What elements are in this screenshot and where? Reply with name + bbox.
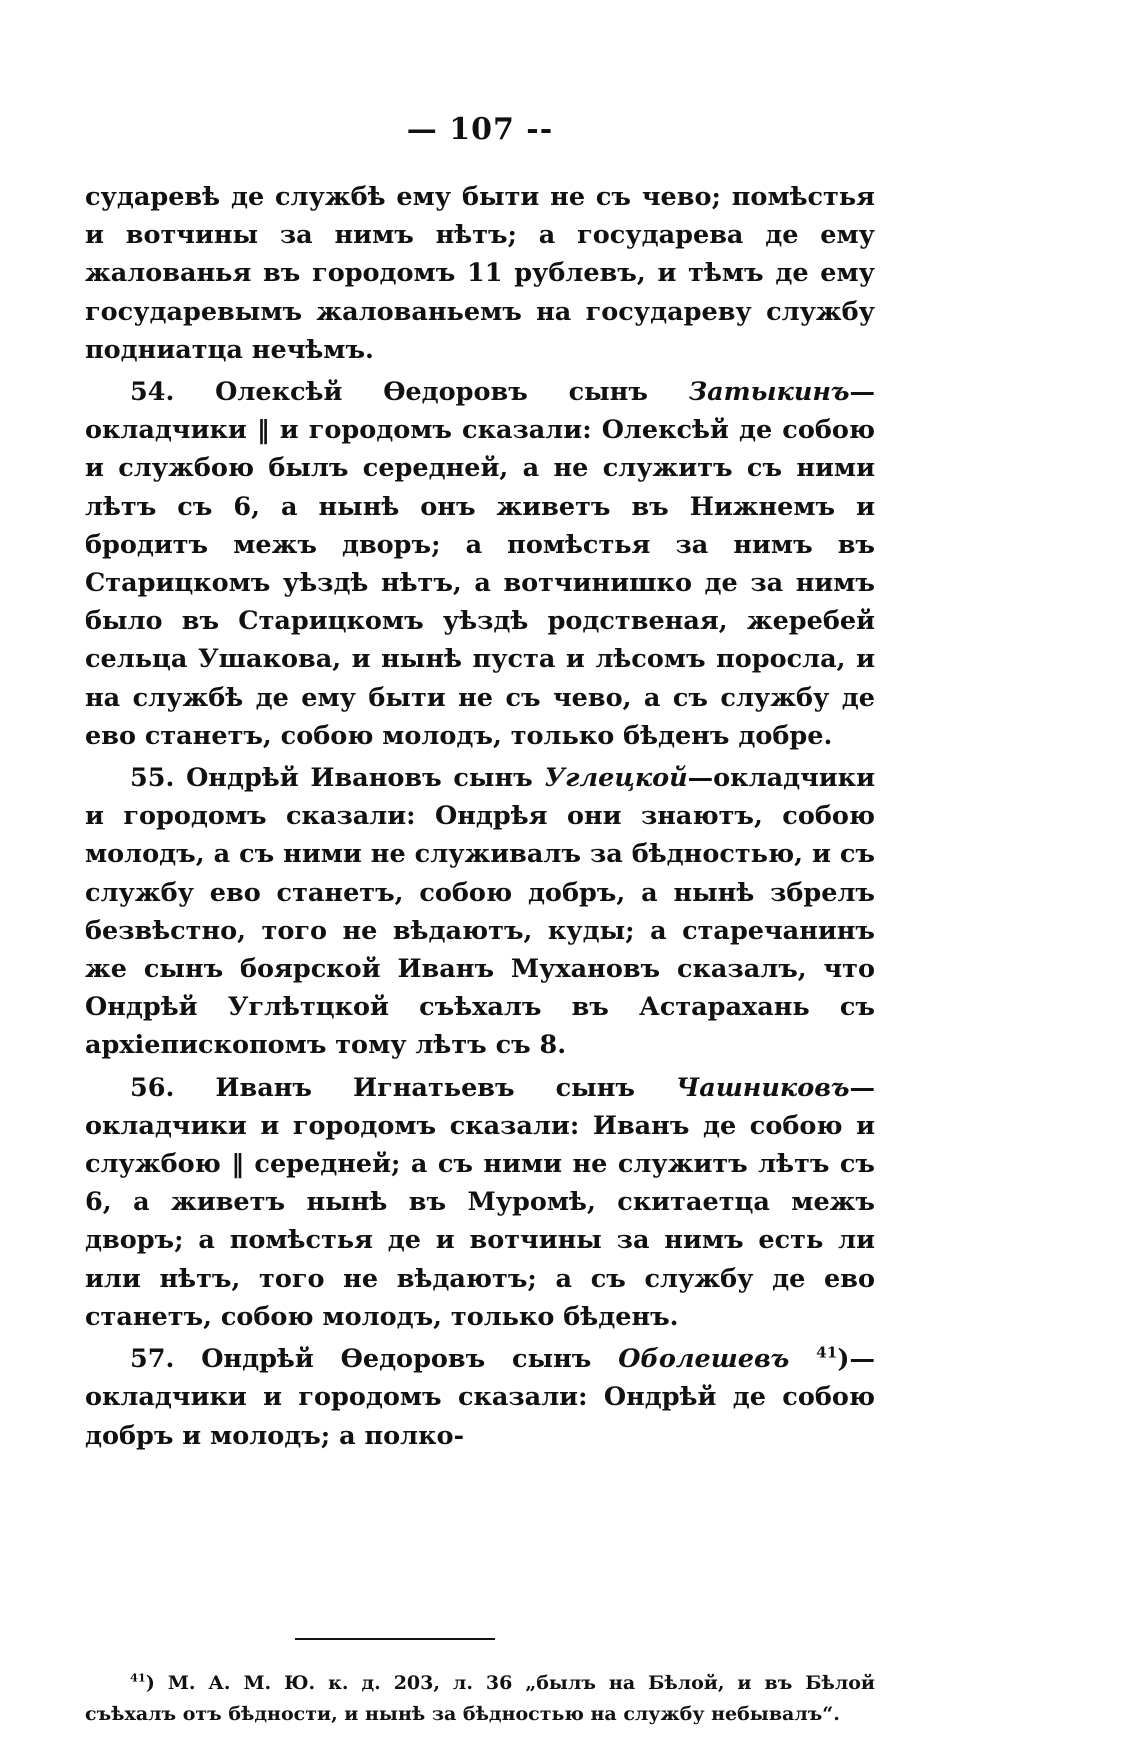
footnote xyxy=(85,1668,875,1730)
entry-55-text: —окладчики и городомъ сказали: Ондрѣя они знаютъ, собою молодъ, а съ ними не служивалъ за бѣдностью, и съ службу ево станетъ, собою добръ, а нынѣ збрелъ безвѣстно, того не вѣдаютъ, куды; а старечанинъ же сынъ боярской Иванъ Мухановъ сказалъ, что Ондрѣй Углѣтцкой съѣхалъ въ Астарахань съ архiепископомъ тому лѣтъ съ 8. xyxy=(85,763,875,1061)
entry-54-lead: 54. Олексѣй Өедоровъ сынъ xyxy=(130,377,689,408)
entry-55-lead: 55. Ондрѣй Ивановъ сынъ xyxy=(130,763,545,794)
paragraph-continued: сударевѣ де службѣ ему быти не съ чево; помѣстья и вотчины за нимъ нѣтъ; а государева де ему жалованья въ городомъ 11 рублевъ, и тѣмъ де ему государевымъ жалованьемъ на государеву службу подниатца нечѣмъ. xyxy=(85,182,875,365)
entry-54-surname: Затыкинъ xyxy=(688,377,850,408)
entry-57-lead: 57. Ондрѣй Өедоровъ сынъ xyxy=(130,1344,619,1375)
entry-56 xyxy=(85,1069,875,1336)
main-text xyxy=(85,178,875,1459)
book-page xyxy=(85,0,875,1759)
entry-55-surname: Углецкой xyxy=(544,763,688,794)
entry-54 xyxy=(85,373,875,755)
footnote-divider xyxy=(295,1638,495,1640)
entry-56-text: —окладчики и городомъ сказали: Иванъ де собою и службою ‖ середней; а съ ними не служитъ лѣтъ съ 6, а живетъ нынѣ въ Муромѣ, скитаетца межъ дворъ; а помѣстья де и вотчины за нимъ есть ли или нѣтъ, того не вѣдаютъ; а съ службу де ево станетъ, собою молодъ, только бѣденъ. xyxy=(85,1072,875,1332)
entry-57 xyxy=(85,1340,875,1455)
entry-57-text: )—окладчики и городомъ сказали: Ондрѣй де собою добръ и молодъ; а полко- xyxy=(85,1344,875,1451)
entry-55 xyxy=(85,759,875,1065)
entry-56-lead: 56. Иванъ Игнатьевъ сынъ xyxy=(130,1072,677,1103)
page-number: — 107 -- xyxy=(406,112,554,147)
footnote-text: ) М. А. М. Ю. к. д. 203, л. 36 „былъ на Бѣлой, и въ Бѣлой съѣхалъ отъ бѣдности, и нынѣ за бѣдностью на службу небывалъ“. xyxy=(85,1672,875,1725)
entry-54-text: —окладчики ‖ и городомъ сказали: Олексѣй де собою и службою былъ середней, а не служитъ съ ними лѣтъ съ 6, а нынѣ онъ живетъ въ Нижнемъ и бродитъ межъ дворъ; а помѣстья за нимъ въ Старицкомъ уѣздѣ нѣтъ, а вотчинишко де за нимъ было въ Старицкомъ уѣздѣ родственая, жеребей сельца Ушакова, и нынѣ пуста и лѣсомъ поросла, и на службѣ де ему быти не съ чево, а съ службу де ево станетъ, собою молодъ, только бѣденъ добре. xyxy=(85,377,875,751)
entry-57-surname: Оболешевъ xyxy=(618,1344,790,1375)
footnote-reference: 41 xyxy=(816,1343,838,1362)
footnote-marker: 41 xyxy=(130,1670,146,1685)
entry-56-surname: Чашниковъ xyxy=(676,1072,850,1103)
